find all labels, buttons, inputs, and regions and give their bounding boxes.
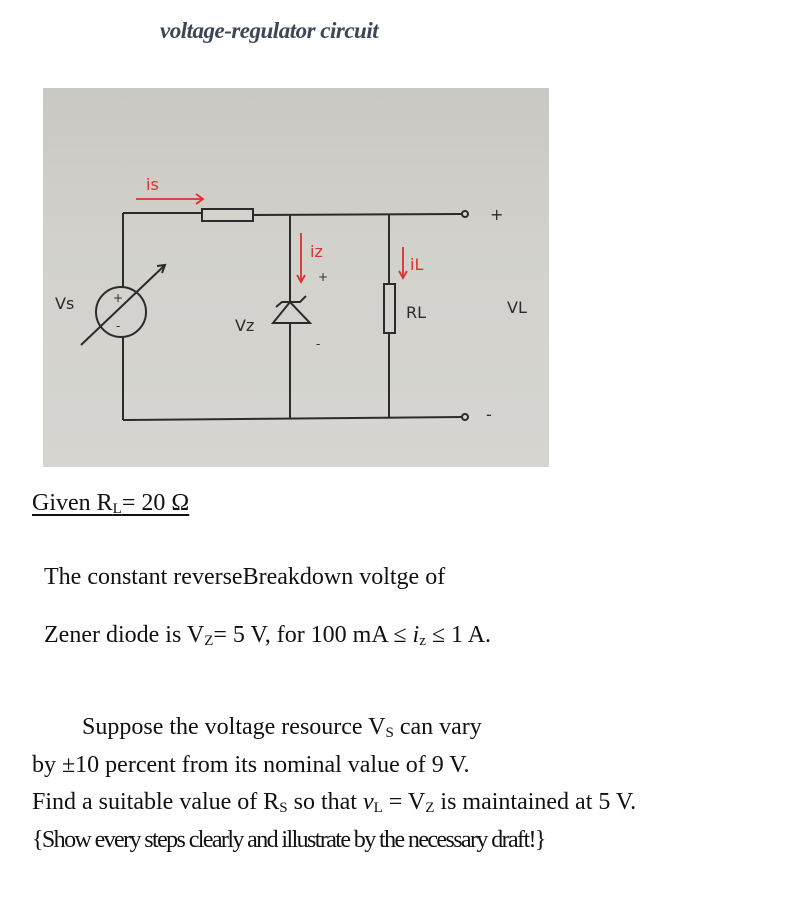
page-title: voltage-regulator circuit [160, 18, 379, 43]
source-plus: + [113, 291, 124, 305]
sub: Z [204, 633, 214, 649]
text: is maintained at 5 V. [434, 789, 637, 815]
circuit-diagram [43, 88, 549, 467]
wire-top-right [253, 214, 462, 215]
text: = V [382, 789, 426, 815]
zener-line-2 [44, 622, 491, 649]
il-arrow [399, 247, 407, 278]
is-arrow [136, 194, 203, 204]
text: can vary [393, 714, 482, 740]
text: Suppose the voltage resource V [82, 714, 386, 740]
circuit-photo [43, 88, 549, 467]
zener-plus: + [318, 270, 329, 284]
label-iz: iz [310, 242, 323, 261]
label-vs: Vs [55, 294, 75, 313]
text: so that [287, 789, 363, 815]
label-il: iL [410, 255, 424, 274]
output-minus: - [486, 405, 492, 424]
zener-minus: - [316, 337, 321, 351]
iz-symbol: i [412, 622, 420, 648]
source-minus: - [116, 319, 121, 333]
question-line-3 [32, 789, 636, 816]
text: Zener diode is V [44, 622, 205, 648]
sub: L [373, 800, 383, 816]
sub: z [419, 633, 426, 649]
text: ≤ 1 A. [431, 622, 492, 648]
given-rl [32, 490, 189, 517]
question-line-4: {Show every steps clearly and illustrate by the necessary draft!} [32, 827, 545, 853]
iz-arrow [297, 233, 305, 282]
series-resistor-rs [202, 209, 253, 221]
terminal-minus [462, 414, 468, 420]
given-sub: L [112, 501, 122, 517]
given-value: = 20 Ω [121, 490, 190, 516]
zener-line-1: The constant reverseBreakdown voltge of [44, 564, 446, 590]
text: Find a suitable value of R [32, 789, 280, 815]
given-text: Given R [32, 490, 113, 516]
load-resistor-rl [384, 284, 395, 333]
wire-bottom [123, 417, 462, 420]
question-line-2: by ±10 percent from its nominal value of 9 V. [32, 752, 470, 778]
question-line-1 [82, 714, 482, 741]
output-plus: + [490, 205, 504, 224]
label-vz: Vz [235, 316, 255, 335]
vl-symbol: v [362, 789, 374, 815]
sub: S [385, 725, 394, 741]
sub: S [279, 800, 288, 816]
sub: Z [425, 800, 435, 816]
label-is: is [146, 175, 159, 194]
zener-diode [273, 296, 310, 323]
terminal-plus [462, 211, 468, 217]
text: = 5 V, for 100 mA ≤ [213, 622, 413, 648]
label-rl: RL [406, 303, 427, 322]
label-vl: VL [507, 298, 527, 317]
